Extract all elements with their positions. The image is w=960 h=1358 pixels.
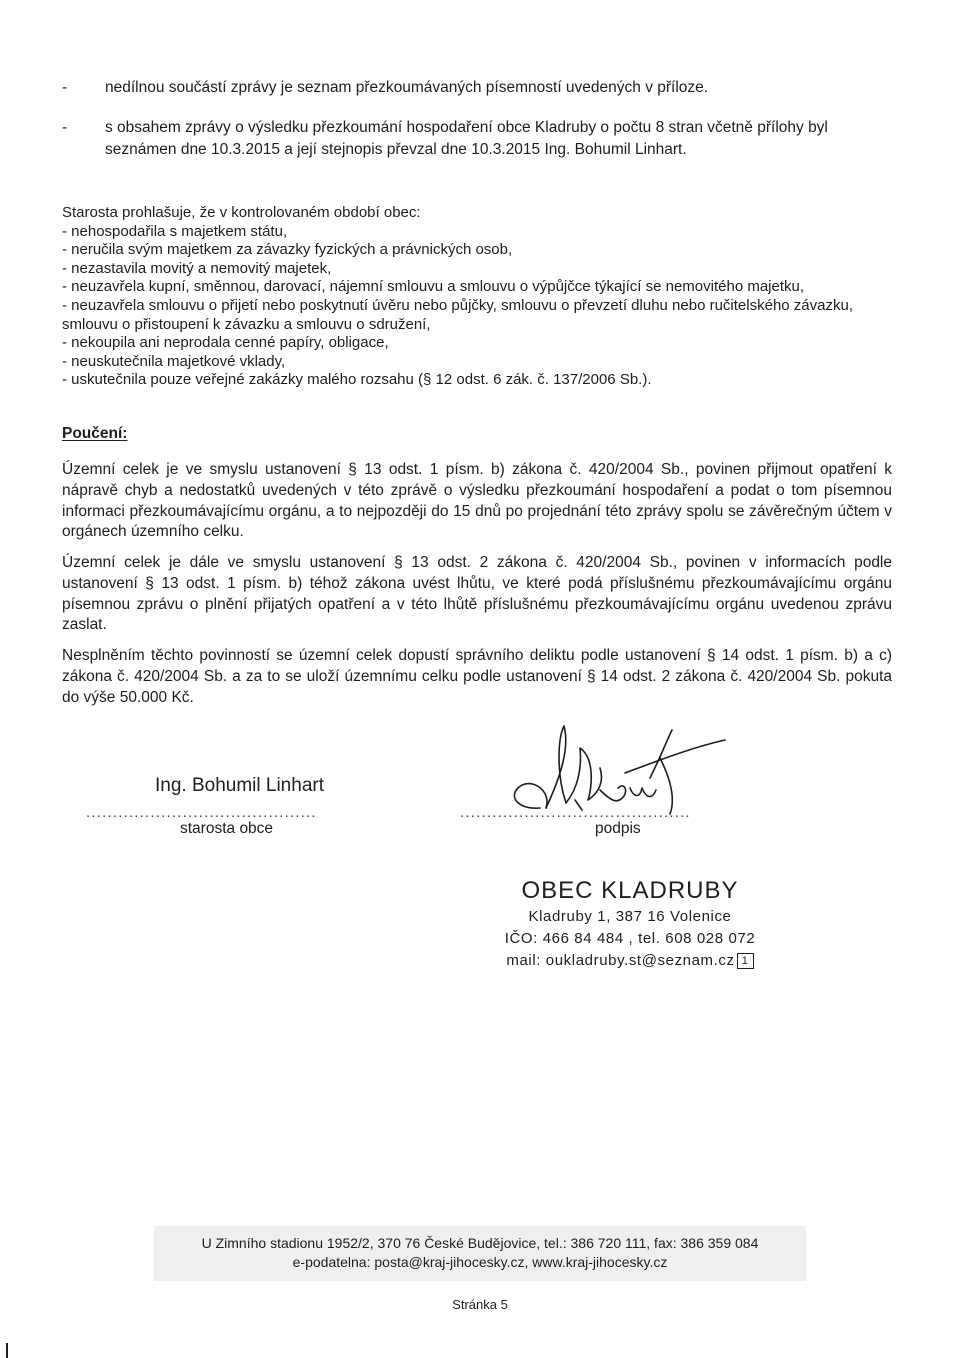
declaration-item: - neuzavřela kupní, směnnou, darovací, nájemní smlouvu a smlouvu o výpůjčce týkající se nemovitého majetku, <box>62 278 805 296</box>
stamp-mail: mail: oukladruby.st@seznam.cz <box>506 952 735 969</box>
stamp-number-box: 1 <box>737 953 754 969</box>
bullet-dash: - <box>62 79 68 96</box>
declaration-item: - neuzavřela smlouvu o přijetí nebo poskytnutí úvěru nebo půjčky, smlouvu o převzetí dluhu nebo ručitelského závazku, smlouvu o přistoupení k závazku a smlouvu o sdružení, <box>62 296 853 333</box>
notice-paragraph-1: Územní celek je ve smyslu ustanovení § 13 odst. 1 písm. b) zákona č. 420/2004 Sb., povinen přijmout opatření k nápravě chyb a nedostatků uvedených v této zprávě o výsledku přezkoumání hospodaření a podat o tom písemnou informaci přezkoumávajícímu orgánu, a to nejpozději do 15 dnů po projednání této zprávy spolu se závěrečným účtem v orgánech územního celku. <box>62 461 892 541</box>
declaration-item: - neručila svým majetkem za závazky fyzických a právnických osob, <box>62 241 513 259</box>
municipal-stamp <box>460 876 800 972</box>
notice-paragraph-2: Územní celek je dále ve smyslu ustanovení § 13 odst. 2 zákona č. 420/2004 Sb., povinen v informacích podle ustanovení § 13 odst. 1 písm. b) téhož zákona uvést lhůtu, ve které podá příslušnému přezkoumávajícímu orgánu písemnou zprávu o plnění přijatých opatření a v této lhůtě příslušnému přezkoumávajícímu orgánu uvedenou zprávu zaslat. <box>62 554 892 634</box>
footer-address <box>154 1226 806 1281</box>
bullet-text: nedílnou součástí zprávy je seznam přezkoumávaných písemností uvedených v příloze. <box>105 79 709 96</box>
signatory-role: starosta obce <box>180 820 274 837</box>
footer-line-1: U Zimního stadionu 1952/2, 370 76 České Budějovice, tel.: 386 720 111, fax: 386 359 084 <box>201 1235 759 1251</box>
stamp-title: OBEC KLADRUBY <box>521 877 739 904</box>
scan-edge-mark <box>6 1343 8 1358</box>
bullet-text: s obsahem zprávy o výsledku přezkoumání hospodaření obce Kladruby o počtu 8 stran včetně přílohy byl seznámen dne 10.3.2015 a její stejnopis převzal dne 10.3.2015 Ing. Bohumil Linhart. <box>105 119 828 158</box>
declaration-item: - nekoupila ani neprodala cenné papíry, obligace, <box>62 334 389 352</box>
declaration-intro: Starosta prohlašuje, že v kontrolovaném období obec: <box>62 204 421 221</box>
declaration-item: - nezastavila movitý a nemovitý majetek, <box>62 259 332 277</box>
mayor-declaration <box>62 204 897 390</box>
stamp-ico: IČO: 466 84 484 , tel. 608 028 072 <box>504 930 756 947</box>
declaration-item: - uskutečnila pouze veřejné zakázky malého rozsahu (§ 12 odst. 6 zák. č. 137/2006 Sb.). <box>62 371 652 389</box>
declaration-item: - nehospodařila s majetkem státu, <box>62 222 288 240</box>
footer-line-2: e-podatelna: posta@kraj-jihocesky.cz, www.kraj-jihocesky.cz <box>292 1254 668 1270</box>
notice-heading: Poučení: <box>62 425 128 442</box>
page-number: Stránka 5 <box>452 1297 508 1312</box>
bullet-dash: - <box>62 119 68 136</box>
handwritten-signature <box>500 718 730 828</box>
signature-line-left: ........................................... <box>86 804 317 821</box>
signatory-name: Ing. Bohumil Linhart <box>155 775 324 796</box>
notice-paragraph-3: Nesplněním těchto povinností se územní celek dopustí správního deliktu podle ustanovení § 14 odst. 1 písm. b) a c) zákona č. 420/2004 Sb. a za to se uloží územnímu celku podle ustanovení § 14 odst. 2 zákona č. 420/2004 Sb. pokuta do výše 50.000 Kč. <box>62 647 892 706</box>
stamp-address: Kladruby 1, 387 16 Volenice <box>528 908 732 925</box>
signature-caption: podpis <box>595 820 641 837</box>
stamp-mail-row <box>460 950 800 972</box>
declaration-item: - neuskutečnila majetkové vklady, <box>62 352 286 370</box>
signature-line-right: ........................................... <box>460 804 691 821</box>
